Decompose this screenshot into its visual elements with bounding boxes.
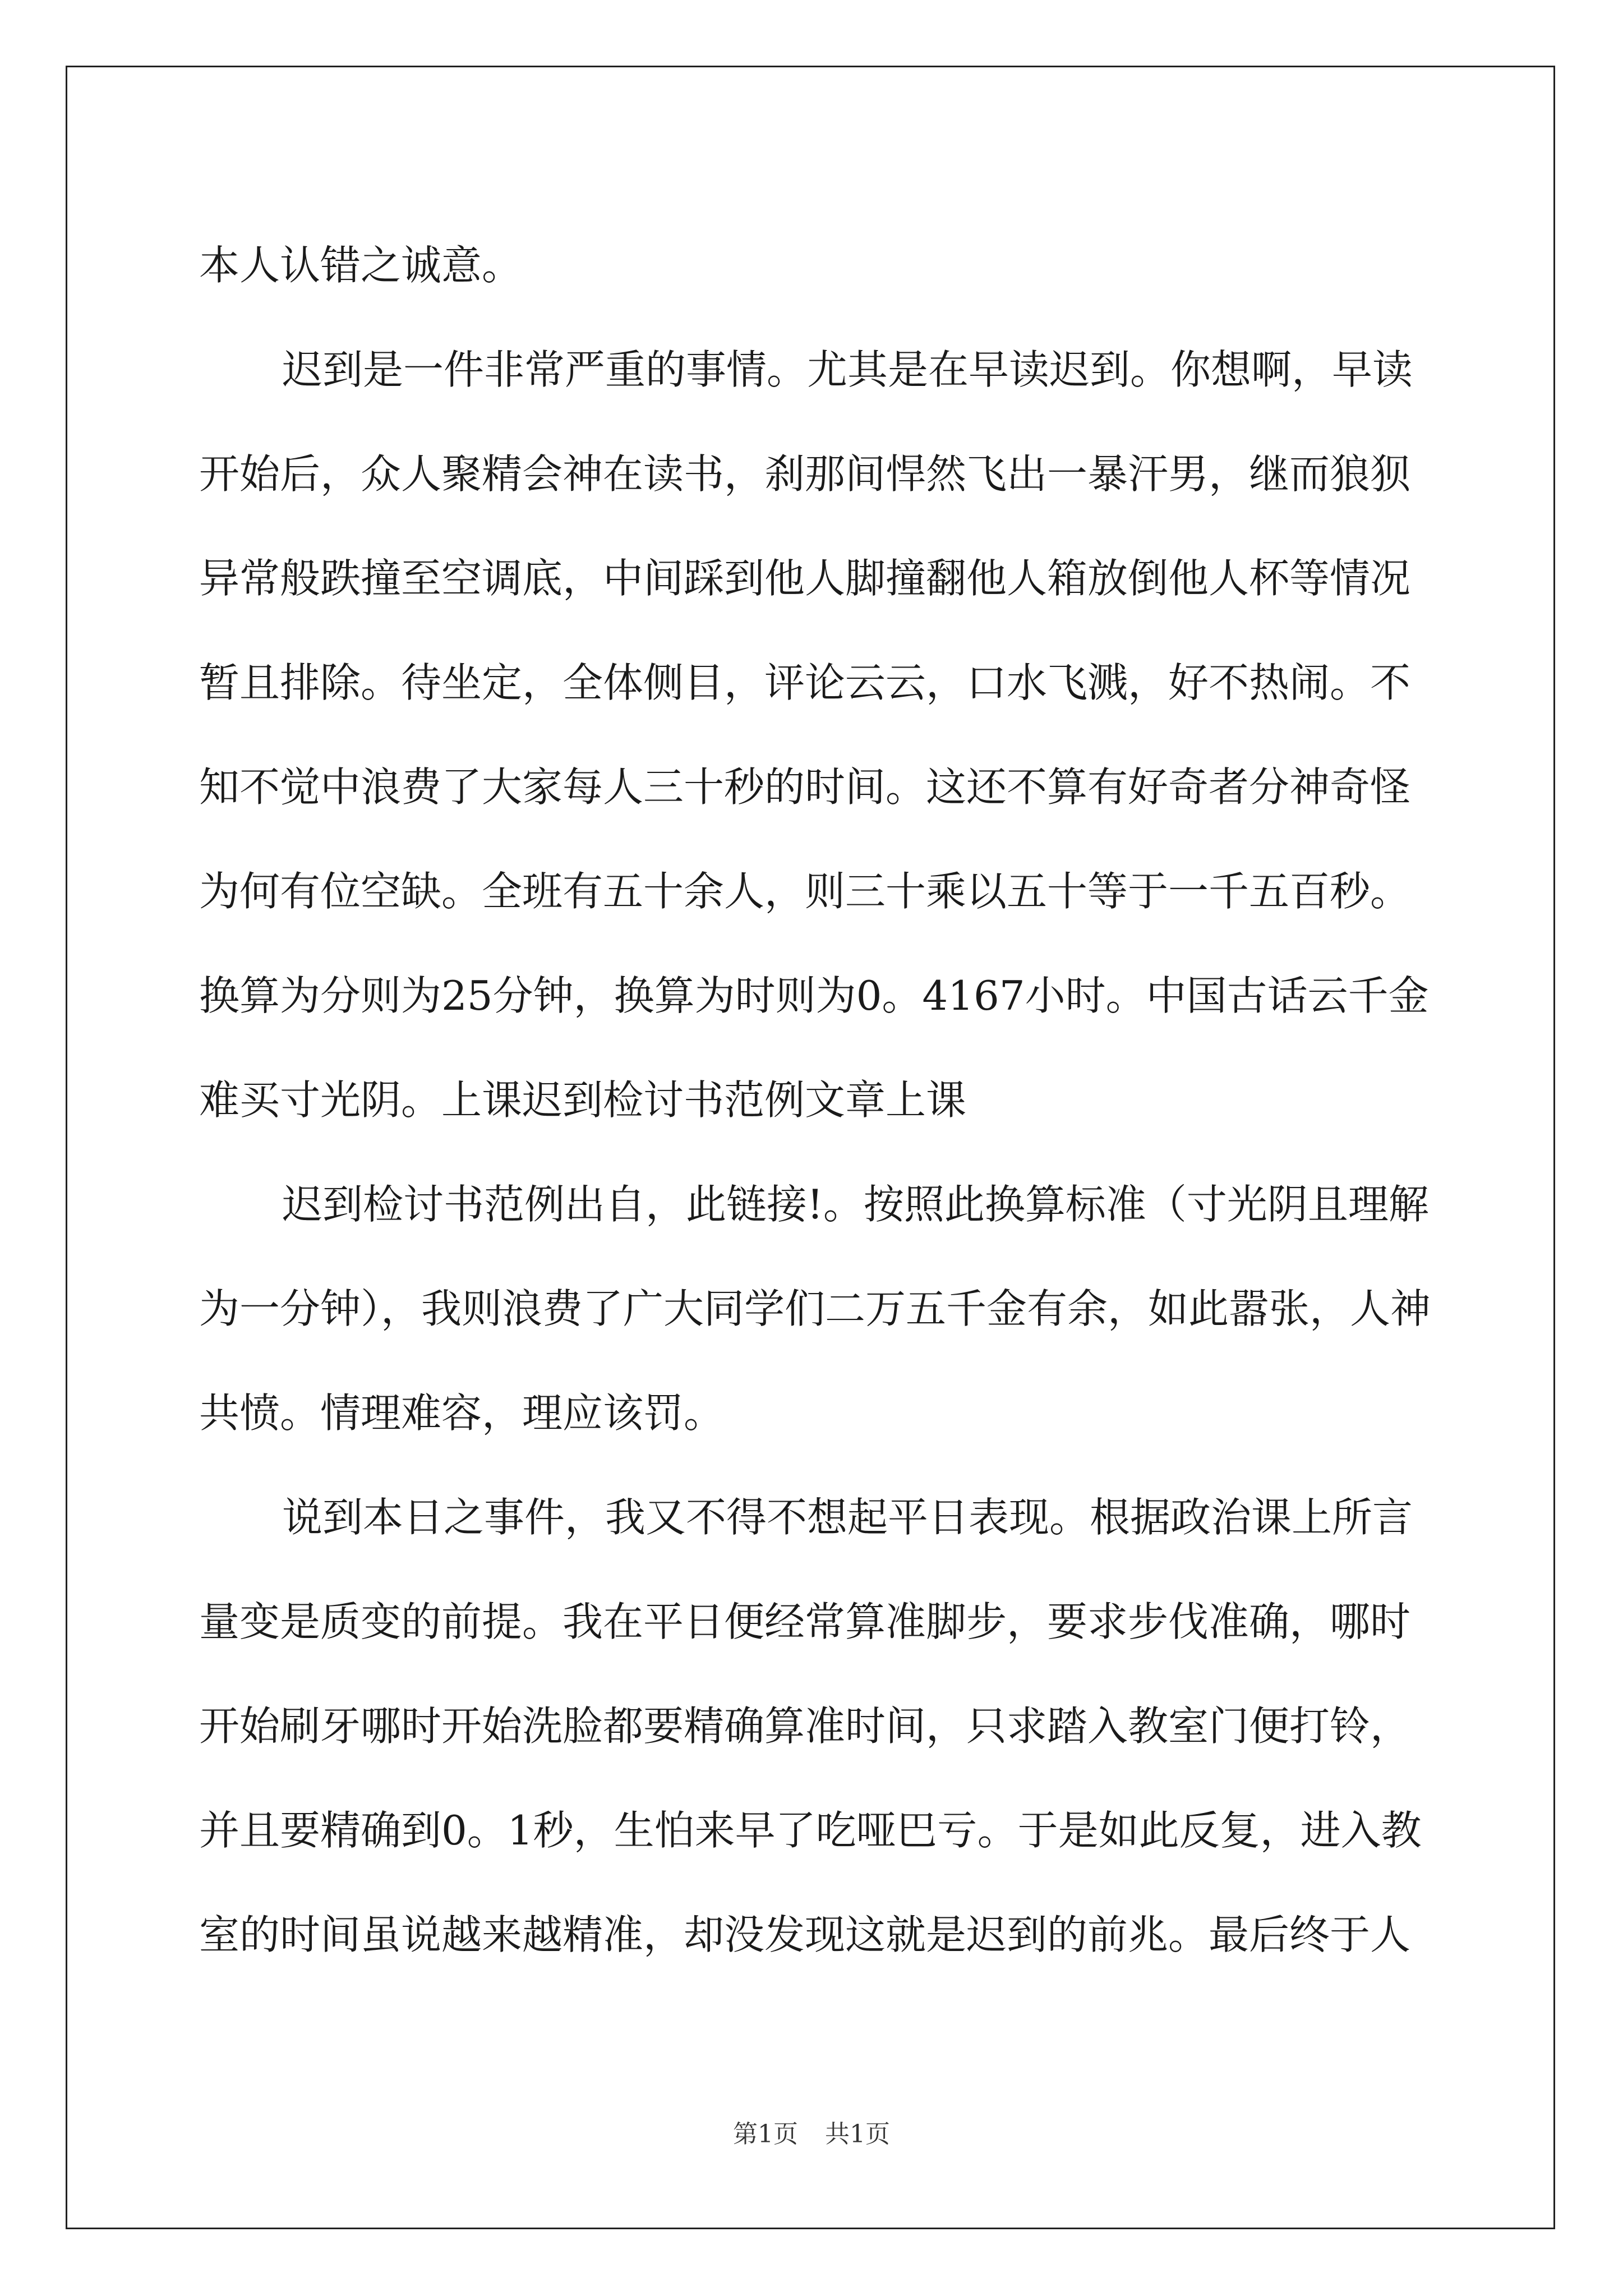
text-line: 为何有位空缺。全班有五十余人，则三十乘以五十等于一千五百秒。: [199, 868, 1411, 915]
text-line: 难买寸光阴。上课迟到检讨书范例文章上课: [199, 1076, 967, 1124]
text-line: 知不觉中浪费了大家每人三十秒的时间。这还不算有好奇者分神奇怪: [199, 763, 1411, 811]
text-line: 迟到是一件非常严重的事情。尤其是在早读迟到。你想啊，早读: [282, 346, 1413, 393]
page-number-total: 共1页: [825, 2120, 890, 2148]
document-body: [199, 213, 1431, 1987]
text-line: 异常般跌撞至空调底，中间踩到他人脚撞翻他人箱放倒他人杯等情况: [199, 555, 1411, 602]
text-line: 说到本日之事件，我又不得不想起平日表现。根据政治课上所言: [282, 1494, 1413, 1541]
text-line: 为一分钟），我则浪费了广大同学们二万五千金有余，如此嚣张，人神: [199, 1285, 1431, 1332]
text-line: 共愤。情理难容，理应该罚。: [199, 1389, 725, 1437]
text-line: 本人认错之诚意。: [199, 242, 523, 289]
text-line: 室的时间虽说越来越精准，却没发现这就是迟到的前兆。最后终于人: [199, 1911, 1411, 1958]
page-number-current: 第1页: [733, 2120, 798, 2148]
page-footer: [0, 2114, 1623, 2150]
text-line: 并且要精确到0。1秒，生怕来早了吃哑巴亏。于是如此反复，进入教: [199, 1807, 1422, 1854]
text-line: 开始刷牙哪时开始洗脸都要精确算准时间，只求踏入教室门便打铃，: [199, 1703, 1411, 1750]
text-line: 开始后，众人聚精会神在读书，刹那间悍然飞出一暴汗男，继而狼狈: [199, 450, 1411, 498]
text-line: 换算为分则为25分钟，换算为时则为0。4167小时。中国古话云千金: [199, 972, 1429, 1019]
text-line: 暂且排除。待坐定，全体侧目，评论云云，口水飞溅，好不热闹。不: [199, 659, 1411, 706]
text-line: 迟到检讨书范例出自，此链接!。按照此换算标准（寸光阴且理解: [282, 1181, 1429, 1228]
text-line: 量变是质变的前提。我在平日便经常算准脚步，要求步伐准确，哪时: [199, 1598, 1411, 1645]
